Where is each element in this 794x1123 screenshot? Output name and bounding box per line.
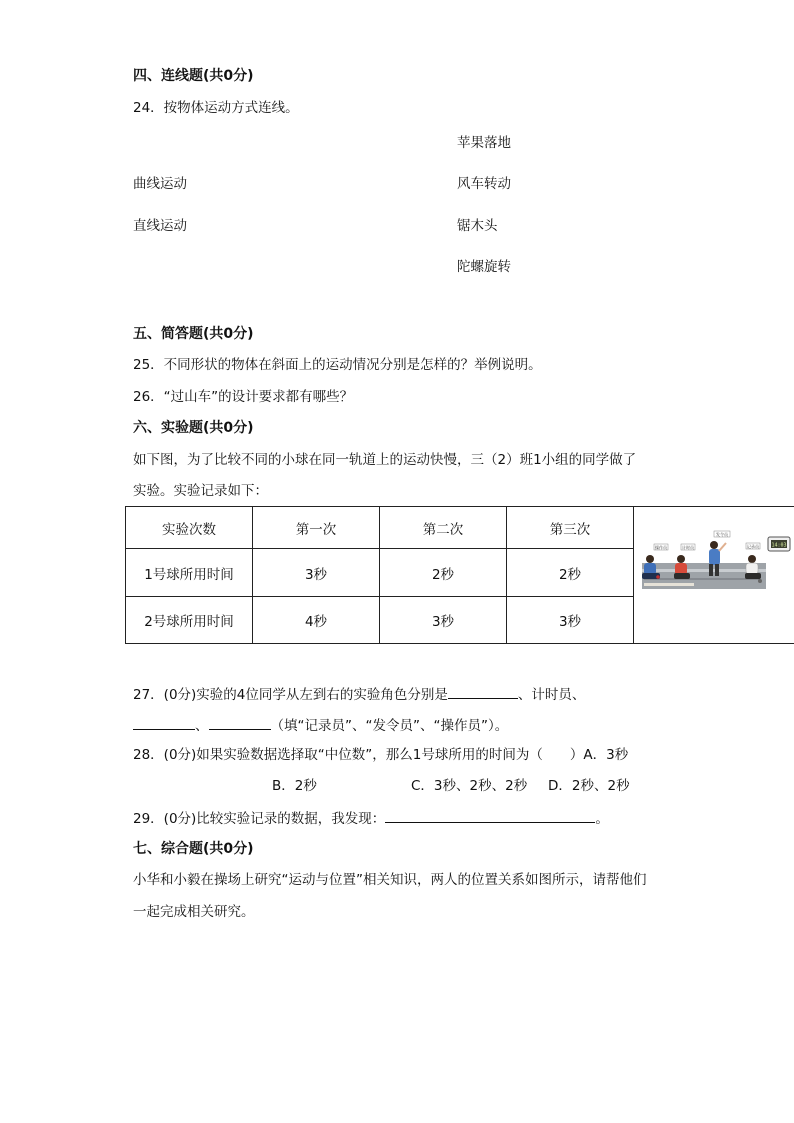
- table-row: [126, 549, 634, 597]
- table-header-cell: 第三次: [507, 507, 634, 549]
- comprehensive-intro-cont: 一起完成相关研究。: [133, 904, 255, 920]
- match-right-item: 苹果落地: [457, 135, 511, 151]
- table-cell: 3秒: [380, 597, 507, 644]
- q27-text: 27．(0分)实验的4位同学从左到右的实验角色分别是: [133, 687, 448, 703]
- q27-text: 、: [195, 718, 209, 734]
- answer-blank-1[interactable]: [448, 684, 518, 699]
- question-27: [133, 684, 585, 704]
- question-29: [133, 808, 609, 828]
- question-25: 25．不同形状的物体在斜面上的运动情况分别是怎样的？举例说明。: [133, 357, 542, 373]
- match-left-item: 曲线运动: [133, 176, 187, 192]
- experiment-intro: 如下图，为了比较不同的小球在同一轨道上的运动快慢，三（2）班1小组的同学做了: [133, 452, 637, 468]
- timer-display: 14:03: [771, 542, 787, 549]
- answer-blank-4[interactable]: [385, 808, 595, 823]
- table-cell: 2号球所用时间: [126, 597, 253, 644]
- comprehensive-intro: 小华和小毅在操场上研究“运动与位置”相关知识，两人的位置关系如图所示，请帮他们: [133, 872, 647, 888]
- match-right-item: 锯木头: [457, 218, 498, 234]
- question-28: 28．(0分)如果实验数据选择取“中位数”，那么1号球所用的时间为（ ）A．3秒: [133, 747, 629, 763]
- section-5-title: 五、简答题(共0分): [133, 326, 254, 342]
- q27-text: 、计时员、: [517, 687, 586, 703]
- role-label: 操作员: [655, 545, 667, 550]
- option-d: D．2秒、2秒: [548, 778, 630, 794]
- role-label: 发令员: [716, 532, 728, 537]
- experiment-photo-illustration: [634, 507, 794, 643]
- question-24: 24．按物体运动方式连线。: [133, 100, 299, 116]
- table-cell: 2秒: [507, 549, 634, 597]
- section-7-title: 七、综合题(共0分): [133, 841, 254, 857]
- match-right-item: 风车转动: [457, 176, 511, 192]
- match-left-item: 直线运动: [133, 218, 187, 234]
- experiment-intro-cont: 实验。实验记录如下：: [133, 483, 268, 499]
- match-right-item: 陀螺旋转: [457, 259, 511, 275]
- table-header-row: [126, 507, 634, 549]
- q29-text: 。: [595, 811, 609, 827]
- answer-blank-3[interactable]: [209, 715, 271, 730]
- option-b: B．2秒: [272, 778, 317, 794]
- q29-text: 29．(0分)比较实验记录的数据，我发现：: [133, 811, 386, 827]
- section-6-title: 六、实验题(共0分): [133, 420, 254, 436]
- role-label: 计时员: [682, 545, 694, 550]
- table-row: [126, 597, 634, 644]
- option-c: C．3秒、2秒、2秒: [411, 778, 528, 794]
- section-4-title: 四、连线题(共0分): [133, 68, 254, 84]
- question-26: 26．“过山车”的设计要求都有哪些？: [133, 389, 354, 405]
- experiment-photo: [634, 506, 794, 644]
- answer-blank-2[interactable]: [133, 715, 195, 730]
- table-header-cell: 实验次数: [126, 507, 253, 549]
- table-header-cell: 第一次: [253, 507, 380, 549]
- table-cell: 4秒: [253, 597, 380, 644]
- table-cell: 3秒: [507, 597, 634, 644]
- table-header-cell: 第二次: [380, 507, 507, 549]
- role-label: 记录员: [747, 544, 759, 549]
- table-cell: 3秒: [253, 549, 380, 597]
- table-cell: 1号球所用时间: [126, 549, 253, 597]
- table-cell: 2秒: [380, 549, 507, 597]
- record-table: [125, 506, 634, 644]
- question-27-cont: [133, 715, 508, 735]
- q27-text: （填“记录员”、“发令员”、“操作员”）。: [270, 718, 509, 734]
